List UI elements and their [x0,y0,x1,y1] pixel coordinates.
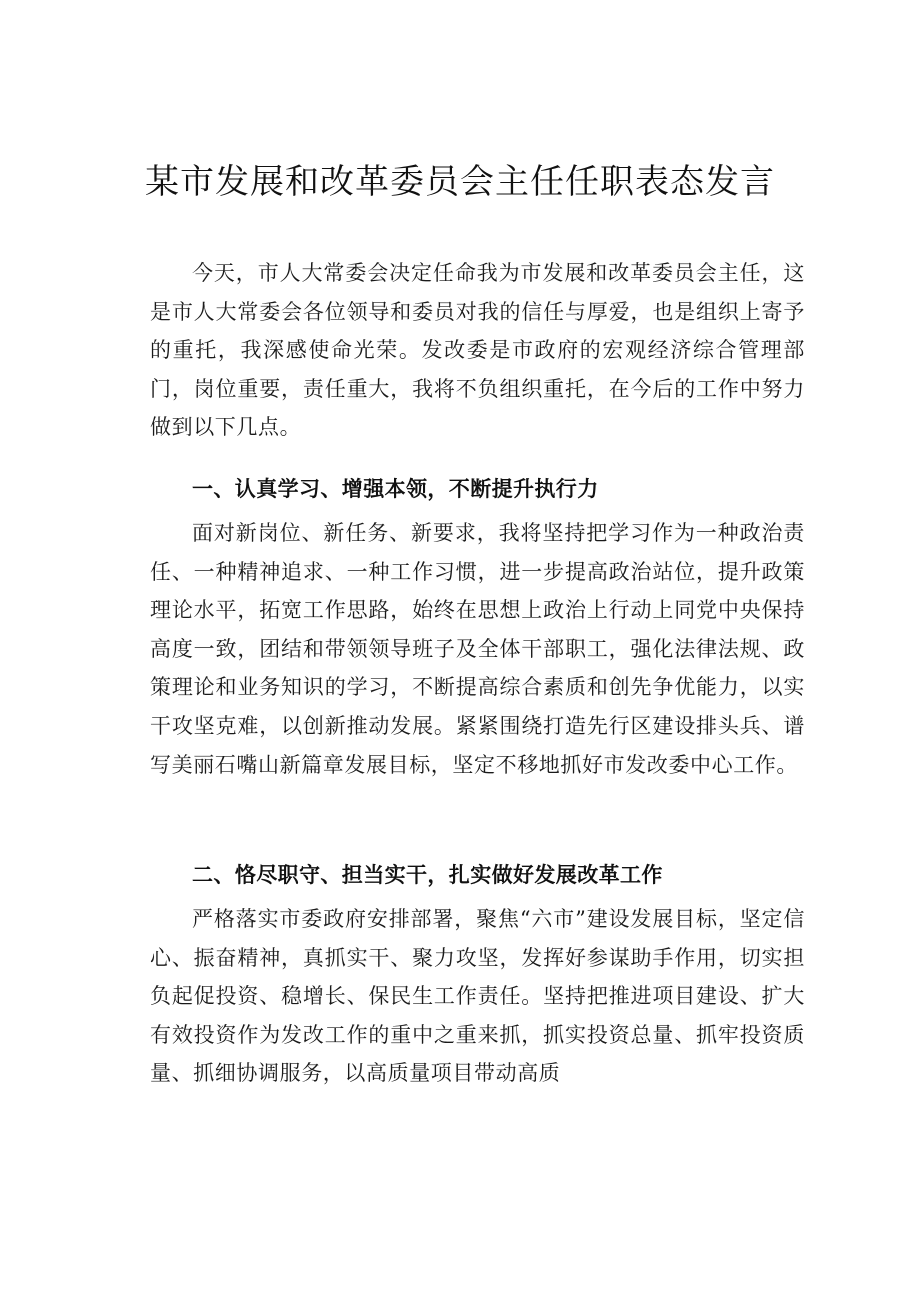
section-one-paragraph: 面对新岗位、新任务、新要求，我将坚持把学习作为一种政治责任、一种精神追求、一种工作习惯，进一步提高政治站位，提升政策理论水平，拓宽工作思路，始终在思想上政治上行动上同党中央保持高度一致，团结和带领领导班子及全体干部职工，强化法律法规、政策理论和业务知识的学习，不断提高综合素质和创先争优能力，以实干攻坚克难，以创新推动发展。紧紧围绕打造先行区建设排头兵、谱写美丽石嘴山新篇章发展目标，坚定不移地抓好市发改委中心工作。 [150,521,805,777]
section-two-paragraph: 严格落实市委政府安排部署，聚焦“六市”建设发展目标，坚定信心、振奋精神，真抓实干、聚力攻坚，发挥好参谋助手作用，切实担负起促投资、稳增长、保民生工作责任。坚持把推进项目建设、扩大有效投资作为发改工作的重中之重来抓，抓实投资总量、抓牢投资质量、抓细协调服务，以高质量项目带动高质 [150,907,805,1086]
document-title: 某市发展和改革委员会主任任职表态发言 [145,162,775,202]
section-heading-two: 二、恪尽职守、担当实干，扎实做好发展改革工作 [192,863,663,887]
section-heading-one: 一、认真学习、增强本领，不断提升执行力 [192,477,599,501]
intro-paragraph: 今天，市人大常委会决定任命我为市发展和改革委员会主任，这是市人大常委会各位领导和委员对我的信任与厚爱，也是组织上寄予的重托，我深感使命光荣。发改委是市政府的宏观经济综合管理部门，岗位重要，责任重大，我将不负组织重托，在今后的工作中努力做到以下几点。 [150,261,805,440]
